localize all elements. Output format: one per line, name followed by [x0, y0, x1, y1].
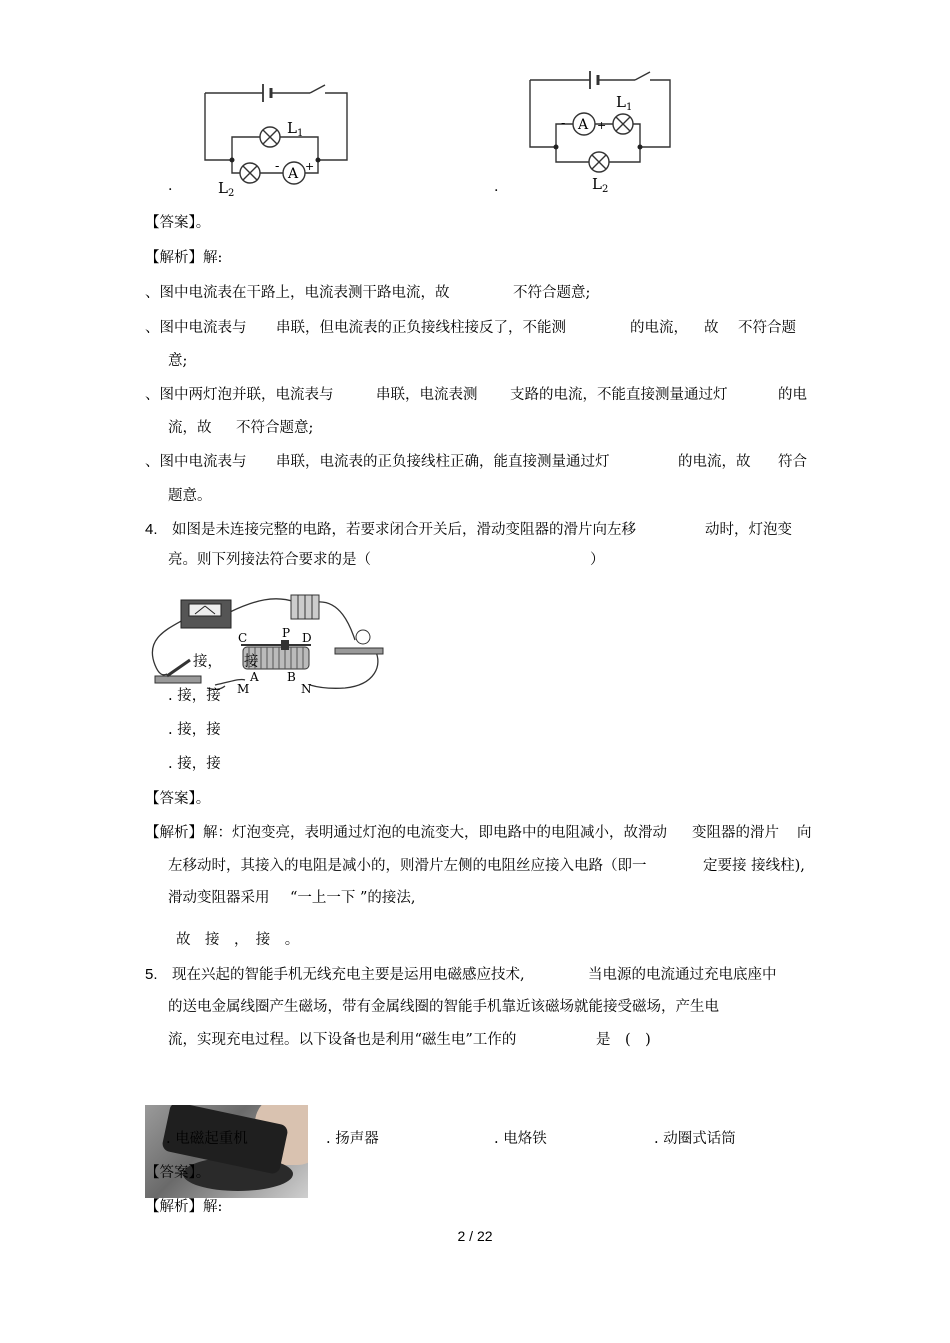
q3-a-line-end: 不符合题意;: [513, 285, 591, 301]
wire-end-n: N: [301, 682, 312, 696]
terminal-c: C: [238, 631, 248, 645]
q3-b-line-4: 故: [704, 320, 719, 336]
q5-option-a: . 电磁起重机: [166, 1131, 248, 1147]
q5-question-line3: 流，实现充电过程。以下设备也是利用“磁生电”工作的: [168, 1032, 517, 1048]
q5-answer: 【答案】。: [145, 1165, 211, 1181]
q4-option-a: 接，: [193, 654, 222, 670]
q3-b-line-3: 的电流，: [630, 320, 688, 336]
q5-question-line1: 现在兴起的智能手机无线充电主要是运用电磁感应技术,: [172, 967, 525, 983]
l1-label: $L_1$: [287, 119, 304, 139]
q3-c-line-3: 支路的电流，不能直接测量通过灯: [510, 387, 728, 403]
q3-c-line-cont-2: 不符合题意;: [236, 420, 314, 436]
q3-d-line-3: 的电流，故: [678, 454, 751, 470]
option-dot: .: [168, 178, 173, 194]
q3-d-line-2: 串联，电流表的正负接线柱正确，能直接测量通过灯: [276, 454, 610, 470]
rheostat-circuit-figure: [145, 590, 390, 700]
plus-sign: +: [597, 119, 607, 132]
q3-answer: 【答案】。: [145, 215, 211, 231]
q3-b-line-cont: 意;: [168, 353, 188, 369]
q3-b-line: 、图中电流表与: [145, 320, 247, 336]
terminal-b: B: [287, 670, 296, 684]
q3-c-line: 、图中两灯泡并联，电流表与: [145, 387, 334, 403]
q4-analysis-line1-3: 向: [797, 825, 812, 841]
q4-number: 4.: [145, 521, 158, 538]
q3-a-line: 、图中电流表在干路上，电流表测干路电流，故: [145, 285, 450, 301]
q3-b-line-5: 不符合题: [738, 320, 796, 336]
q3-c-line-4: 的电: [778, 387, 807, 403]
q4-analysis-line3-2: “一上一下 ”的接法,: [290, 890, 416, 906]
q4-option-a-2: 接: [244, 654, 259, 670]
minus-sign: -: [275, 159, 280, 174]
q4-option-d: . 接，接: [168, 756, 221, 772]
q5-analysis-title: 【解析】解:: [145, 1199, 223, 1215]
q3-d-line: 、图中电流表与: [145, 454, 247, 470]
q3-c-line-cont: 流，故: [168, 420, 212, 436]
q3-d-line-cont: 题意。: [168, 488, 212, 504]
q4-analysis-line3: 滑动变阻器采用: [168, 890, 270, 906]
q5-option-c: . 电烙铁: [494, 1131, 547, 1147]
wireless-charging-photo: [145, 1105, 308, 1198]
q4-analysis-line4: 故 接 ， 接 。: [176, 932, 300, 948]
q4-answer: 【答案】。: [145, 791, 211, 807]
q4-question-line1-end: 动时，灯泡变: [705, 522, 792, 538]
q4-question-line2-end: ）: [590, 552, 605, 568]
q5-question-line1-end: 当电源的电流通过充电底座中: [588, 967, 777, 983]
l2-label: $L_2$: [218, 179, 235, 199]
q4-question-line1: 如图是未连接完整的电路，若要求闭合开关后，滑动变阻器的滑片向左移: [172, 522, 636, 538]
q4-question-line2: 亮。则下列接法符合要求的是（: [168, 552, 371, 568]
q5-question-line3-end: 是 ( ): [596, 1032, 651, 1048]
page-number: 2 / 22: [457, 1228, 493, 1244]
q5-option-d: . 动圈式话筒: [654, 1131, 736, 1147]
q5-number: 5.: [145, 966, 158, 983]
minus-sign: -: [561, 116, 566, 131]
plus-sign: +: [305, 160, 315, 173]
circuit-diagram-d: [490, 65, 690, 200]
q3-c-line-2: 串联，电流表测: [376, 387, 478, 403]
circuit-diagram-c: [160, 75, 360, 200]
q3-b-line-2: 串联，但电流表的正负接线柱接反了，不能测: [276, 320, 566, 336]
q3-analysis-title: 【解析】解:: [145, 250, 223, 266]
q4-analysis-line2: 左移动时，其接入的电阻是减小的，则滑片左侧的电阻丝应接入电路（即一: [168, 858, 647, 874]
ammeter-label: A: [288, 166, 299, 182]
q4-analysis-line1-2: 变阻器的滑片: [692, 825, 779, 841]
l2-label: $L_2$: [592, 175, 609, 195]
l1-label: $L_1$: [616, 93, 633, 113]
option-dot: .: [494, 179, 499, 195]
terminal-a: A: [250, 670, 259, 684]
ammeter-label: A: [578, 117, 589, 133]
terminal-d: D: [302, 631, 312, 645]
q4-analysis-line2-2: 定要接 接线柱),: [703, 858, 805, 874]
q4-option-c: . 接，接: [168, 722, 221, 738]
q3-d-line-4: 符合: [778, 454, 807, 470]
q4-analysis-line1: 【解析】解：灯泡变亮，表明通过灯泡的电流变大，即电路中的电阻减小，故滑动: [145, 825, 667, 841]
terminal-p: P: [282, 626, 291, 640]
wire-end-m: M: [237, 682, 250, 696]
q5-option-b: . 扬声器: [326, 1131, 379, 1147]
q4-option-b: . 接，接: [168, 688, 221, 704]
q5-question-line2: 的送电金属线圈产生磁场，带有金属线圈的智能手机靠近该磁场就能接受磁场，产生电: [168, 999, 719, 1015]
